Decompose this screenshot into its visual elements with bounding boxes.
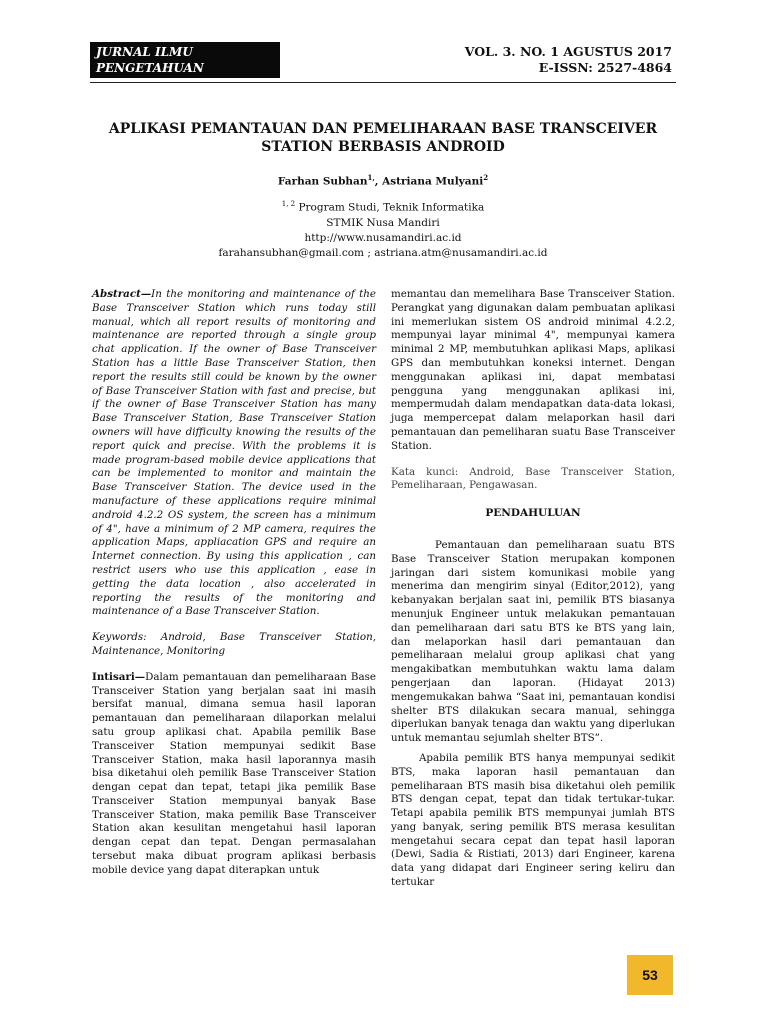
affiliation-dept: Program Studi, Teknik Informatika (295, 201, 485, 214)
header-divider (90, 82, 676, 83)
affiliation-url[interactable]: http://www.nusamandiri.ac.id (304, 231, 462, 244)
journal-issue-info (465, 44, 672, 76)
author1-name: Farhan Subhan (277, 175, 368, 188)
intisari-label: Intisari (92, 670, 135, 683)
abstract (92, 288, 376, 619)
affiliation-sup: 1, 2 (281, 200, 296, 208)
keywords: Keywords: Android, Base Transceiver Station, Maintenance, Monitoring (92, 631, 376, 657)
intisari-dash: — (134, 670, 146, 683)
issn-info: E-ISSN: 2527-4864 (538, 60, 672, 75)
abstract-label: Abstract (92, 288, 141, 300)
journal-name-line2: DAN TEKNOLOGI KOMPUTER (96, 77, 216, 107)
paper-title (90, 120, 676, 156)
intisari-continued: memantau dan memelihara Base Transceiver Station. Perangkat yang digunakan dalam pembuatan aplikasi ini memerlukan sistem OS android minimal 4.2.2, mempunyai layar minimal 4", mempunyai kamera minimal 2 MP, membutuhkan aplikasi Maps, aplikasi GPS dan membutuhkan koneksi internet. Dengan menggunakan aplikasi ini, dapat membatasi pengguna yang menggunakan aplikasi ini, mempermudah dalam mendapatkan data-data lokasi, juga mempercepat dalam melaporkan hasil dari pemantauan dan pemeliharan suatu Base Transceiver Station. (391, 288, 675, 452)
authors (90, 173, 676, 188)
author1-sup: 1, (367, 173, 375, 182)
section-heading: PENDAHULUAN (485, 507, 581, 520)
affiliation-dept-line (90, 197, 676, 216)
author-sep: , (374, 175, 383, 188)
right-column (391, 288, 675, 890)
intisari-text: Dalam pemantauan dan pemeliharaan Base Transceiver Station yang berjalan saat ini masih bersifat manual, dimana semua hasil laporan pemantauan dan pemeliharaan dilaporkan melalui satu group aplikasi chat. Apabila pemilik Base Transceiver Station mempunyai sedikit Base Transceiver Station, maka hasil laporannya masih bisa diketahui oleh pemilik Base Transceiver Station dengan cepat dan tepat, tetapi jika pemilik Base Transceiver Station mempunyai banyak Base Transceiver Station, maka pemilik Base Transceiver Station akan kesulitan mengetahui hasil laporan dengan cepat dan tepat. Dengan permasalahan tersebut maka dibuat program aplikasi berbasis mobile device yang dapat diterapkan untuk (92, 670, 376, 876)
intisari (92, 671, 376, 878)
kata-kunci: Kata kunci: Android, Base Transceiver Station, Pemeliharaan, Pengawasan. (391, 465, 675, 492)
abstract-dash: — (140, 288, 152, 300)
journal-name-line1: JURNAL ILMU PENGETAHUAN (96, 45, 204, 75)
author2-sup: 2 (483, 173, 489, 182)
page-number-badge (627, 955, 673, 995)
affiliation-emails[interactable]: farahansubhan@gmail.com ; astriana.atm@nusamandiri.ac.id (218, 246, 548, 259)
journal-name-box (90, 42, 280, 107)
abstract-text: In the monitoring and maintenance of the Base Transceiver Station which runs today still manual, which all report results of monitoring and maintenance are reported through a single group chat application. If the owner of Base Transceiver Station has a little Base Transceiver Station, then report the results still could be known by the owner of Base Transceiver Station with fast and precise, but if the owner of Base Transceiver Station has many Base Transceiver Station, Base Transceiver Station owners will have difficulty knowing the results of the report quick and precise. With the problems it is made program-based mobile device applications that can be implemented to monitor and maintain the Base Transceiver Station. The device used in the manufacture of these applications require minimal android 4.2.2 OS system, the screen has a minimum of 4", have a minimum of 2 MP camera, requires the application Maps, appliacation GPS and require an Internet connection. By using this application , can restrict users who use this application , ease in getting the data location , also accelerated in reporting the results of the monitoring and maintenance of a Base Transceiver Station. (92, 288, 376, 618)
body-paragraph-1: Pemantauan dan pemeliharaan suatu BTS Base Transceiver Station merupakan komponen jaringan dari sistem komunikasi mobile yang menerima dan mengirim sinyal (Editor,2012), yang kebanyakan berjalan saat ini, pemilik BTS biasanya menunjuk Engineer untuk melakukan pemantauan dan pemeliharaan dari satu BTS ke BTS yang lain, dan melaporkan hasil dari pemantauan dan pemeliharaan melalui group aplikasi chat yang mengakibatkan membutuhkan waktu lama dalam pengerjaan dan laporan. (Hidayat 2013) mengemukakan bahwa “Saat ini, pemantauan kondisi shelter BTS dilakukan secara manual, sehingga diperlukan banyak tenaga dan waktu yang diperlukan untuk memantau sejumlah shelter BTS”. (391, 538, 675, 745)
left-column (92, 288, 376, 878)
affiliation (90, 197, 676, 261)
body-paragraph-2: Apabila pemilik BTS hanya mempunyai sedikit BTS, maka laporan hasil pemantauan dan pemeliharaan BTS masih bisa diketahui oleh pemilik BTS dengan cepat, tepat dan tidak tertukar-tukar. Tetapi apabila pemilik BTS mempunyai jumlah BTS yang banyak, sering pemilik BTS merasa kesulitan mengetahui secara cepat dan tepat hasil laporan (Dewi, Sadia & Ristiati, 2013) dari Engineer, karena data yang didapat dari Engineer sering keliru dan tertukar (391, 751, 675, 889)
affiliation-institution: STMIK Nusa Mandiri (326, 216, 440, 229)
author2-name: Astriana Mulyani (382, 175, 484, 188)
page-number: 53 (642, 967, 658, 983)
volume-info: VOL. 3. NO. 1 AGUSTUS 2017 (464, 44, 672, 59)
title-line1: APLIKASI PEMANTAUAN DAN PEMELIHARAAN BASE TRANSCEIVER (108, 121, 658, 137)
title-line2: STATION BERBASIS ANDROID (261, 139, 505, 155)
